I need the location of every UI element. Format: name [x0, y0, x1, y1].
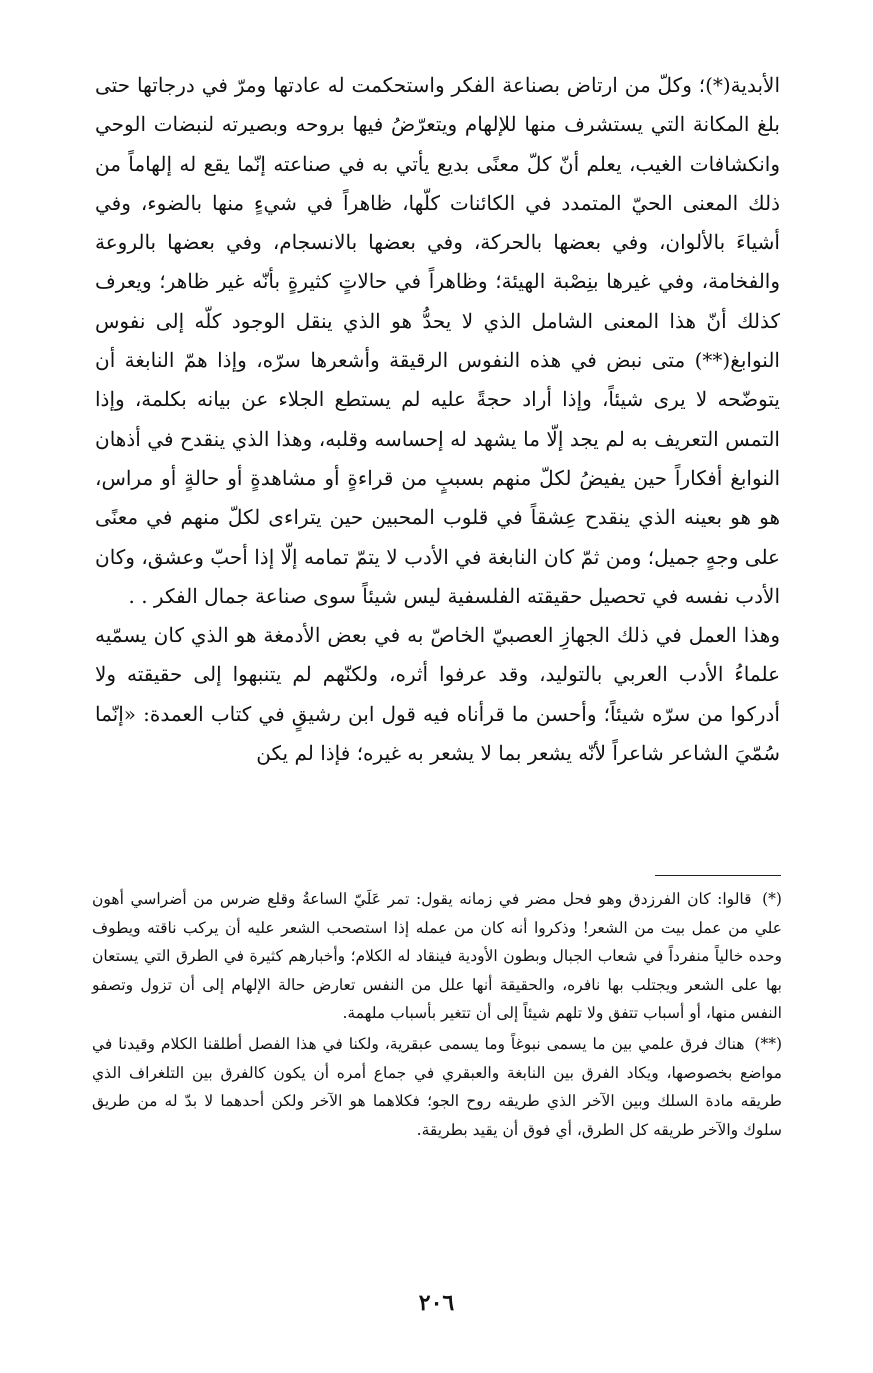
footnote-2-text: هناك فرق علمي بين ما يسمى نبوغاً وما يسمى عبقرية، ولكنا في هذا الفصل أطلقنا الكلام وقيدنا في مواضع بخصوصها، ويكاد الفرق بين النابغة والعبقري في جماع أمره أن يكون كالفرق بين التلغراف الذي طريقه مادة السلك وبين الآخر الذي طريقه روح الجو؛ فكلاهما هو الآخر ولكن أحدهما لا بدّ له من طريق سلوك والآخر طريقه كل الطرق، أي فوق أن يقيد بطريقة. [92, 1034, 782, 1139]
footnote-1-text: قالوا: كان الفرزدق وهو فحل مضر في زمانه يقول: تمر عَلَيّ الساعةُ وقلع ضرس من أضراسي أهون علي من عمل بيت من الشعر! وذكروا أنه كان من عمله إذا استصحب الشعر عليه أن يركب ناقته ويطوف وحده خالياً منفرداً في شعاب الجبال وبطون الأودية فينقاد له الكلام؛ وأخبارهم كثيرة في الطرق التي يستعان بها على الشعر ويجتلب بها نافره، والحقيقة أنها علل من النفس تعارض حالة الإلهام إلى أن تزول وتصفو النفس منها، أو أسباب تتفق ولا تلهم شيئاً إلى أن تتغير بأسباب ملهمة. [92, 890, 782, 1023]
paragraph-1: الأبدية(*)؛ وكلّ من ارتاض بصناعة الفكر واستحكمت له عادتها ومرّ في درجاتها حتى بلغ المكانة التي يستشرف منها للإلهام ويتعرّضُ فيها بروحه وبصيرته لنبضات الوحي وانكشافات الغيب، يعلم أنّ كلّ معنًى بديع يأتي به في صناعته إنّما يقع له إلهاماً من ذلك المعنى الحيّ المتمدد في الكائنات كلّها، ظاهراً في شيءٍ منها بالضوء، وفي أشياءَ بالألوان، وفي بعضها بالحركة، وفي بعضها بالانسجام، وفي بعضها بالروعة والفخامة، وفي غيرها بنِصْبة الهيئة؛ وظاهراً في حالاتٍ كثيرةٍ بأنّه غير ظاهر؛ ويعرف كذلك أنّ هذا المعنى الشامل الذي لا يحدُّ هو الذي ينقل الوجود كلّه إلى نفوس النوابغ(**) متى نبض في هذه النفوس الرقيقة وأشعرها سرّه، وإذا همّ النابغة أن يتوضّحه لا يرى شيئاً، وإذا أراد حجةً عليه لم يستطع الجلاء عن بيانه بكلمة، وإذا التمس التعريف به لم يجد إلّا ما يشهد له إحساسه وقلبه، وهذا الذي ينقدح في أذهان النوابغ أفكاراً حين يفيضُ لكلّ منهم بسببٍ من قراءةٍ أو مشاهدةٍ أو حالةٍ أو مراس، هو هو بعينه الذي ينقدح عِشقاً في قلوب المحبين حين يتراءى لكلّ منهم في معنًى على وجهٍ جميل؛ ومن ثمّ كان النابغة في الأدب لا يتمّ تمامه إلّا إذا أحبّ وعشق، وكان الأدب نفسه في تحصيل حقيقته الفلسفية ليس شيئاً سوى صناعة جمال الفكر . . [95, 73, 780, 608]
footnote-1-mark: (*) [762, 890, 782, 908]
footnotes [92, 885, 782, 1146]
paragraph-2: وهذا العمل في ذلك الجهازِ العصبيّ الخاصّ به في بعض الأدمغة هو الذي كان يسمّيه علماءُ الأدب العربي بالتوليد، وقد عرفوا أثره، ولكنّهم لم يتنبهوا إلى حقيقته ولا أدركوا من سرّه شيئاً؛ وأحسن ما قرأناه فيه قول ابن رشيقٍ في كتاب العمدة: «إنّما سُمّيَ الشاعر شاعراً لأنّه يشعر بما لا يشعر به غيره؛ فإذا لم يكن [95, 623, 780, 766]
footnote-2-mark: (**) [754, 1034, 782, 1053]
footnote-separator [655, 875, 781, 876]
main-text [95, 66, 780, 773]
footnote-1 [92, 885, 782, 1028]
page-number: ٢٠٦ [418, 1290, 455, 1316]
footnote-2 [92, 1030, 782, 1144]
